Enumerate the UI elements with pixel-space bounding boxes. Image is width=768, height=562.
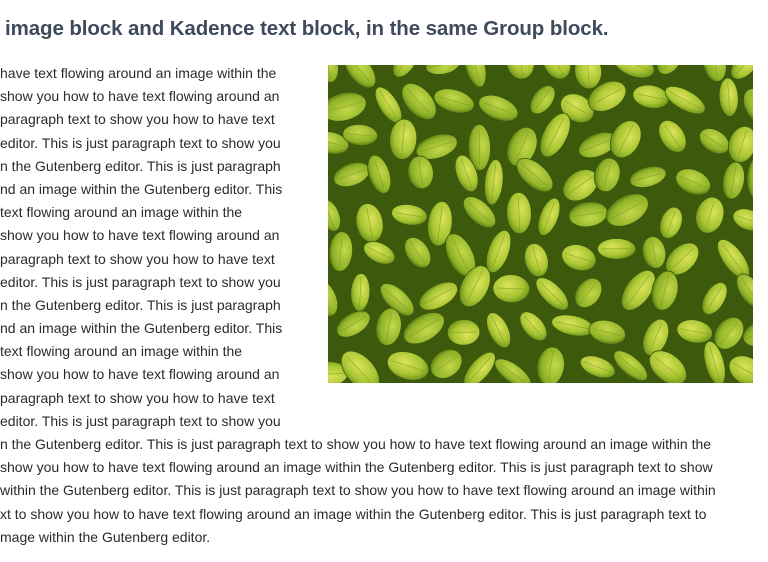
paragraph-line: text flowing around an image within the — [0, 204, 243, 221]
paragraph-line: nd an image within the Gutenberg editor. This — [0, 320, 283, 337]
page-heading: image block and Kadence text block, in the same Group block. — [5, 17, 609, 40]
paragraph-line: show you how to have text flowing around an — [0, 366, 280, 383]
paragraph-line: show you how to have text flowing around an image within the Gutenberg editor. This is just paragraph text to show — [0, 459, 713, 476]
paragraph-line: text flowing around an image within the — [0, 343, 243, 360]
paragraph-line: n the Gutenberg editor. This is just paragraph — [0, 296, 281, 313]
paragraph-line: mage within the Gutenberg editor. — [0, 528, 211, 545]
paragraph-line: n the Gutenberg editor. This is just paragraph text to show you how to have text flowing around an image within the — [0, 436, 712, 452]
paragraph-line: paragraph text to show you how to have text — [0, 111, 275, 128]
paragraph-line: paragraph text to show you how to have text — [0, 250, 275, 267]
paragraph-line: n the Gutenberg editor. This is just paragraph — [0, 157, 281, 174]
paragraph-line: show you how to have text flowing around an — [0, 88, 280, 105]
paragraph-line: paragraph text to show you how to have text — [0, 389, 275, 406]
paragraph-line: show you how to have text flowing around an — [0, 227, 280, 244]
paragraph-line: editor. This is just paragraph text to show you — [0, 134, 281, 151]
paragraph-line: editor. This is just paragraph text to show you — [0, 273, 281, 290]
paragraph-text — [0, 62, 768, 549]
paragraph-line: nd an image within the Gutenberg editor. This — [0, 180, 283, 197]
paragraph-line: xt to show you how to have text flowing around an image within the Gutenberg editor. This is just paragraph text to — [0, 505, 707, 522]
paragraph-line: editor. This is just paragraph text to show you — [0, 412, 281, 429]
paragraph-line: have text flowing around an image within the — [0, 65, 277, 81]
paragraph-line: within the Gutenberg editor. This is just paragraph text to show you how to have text flowing around an image within — [0, 482, 716, 499]
